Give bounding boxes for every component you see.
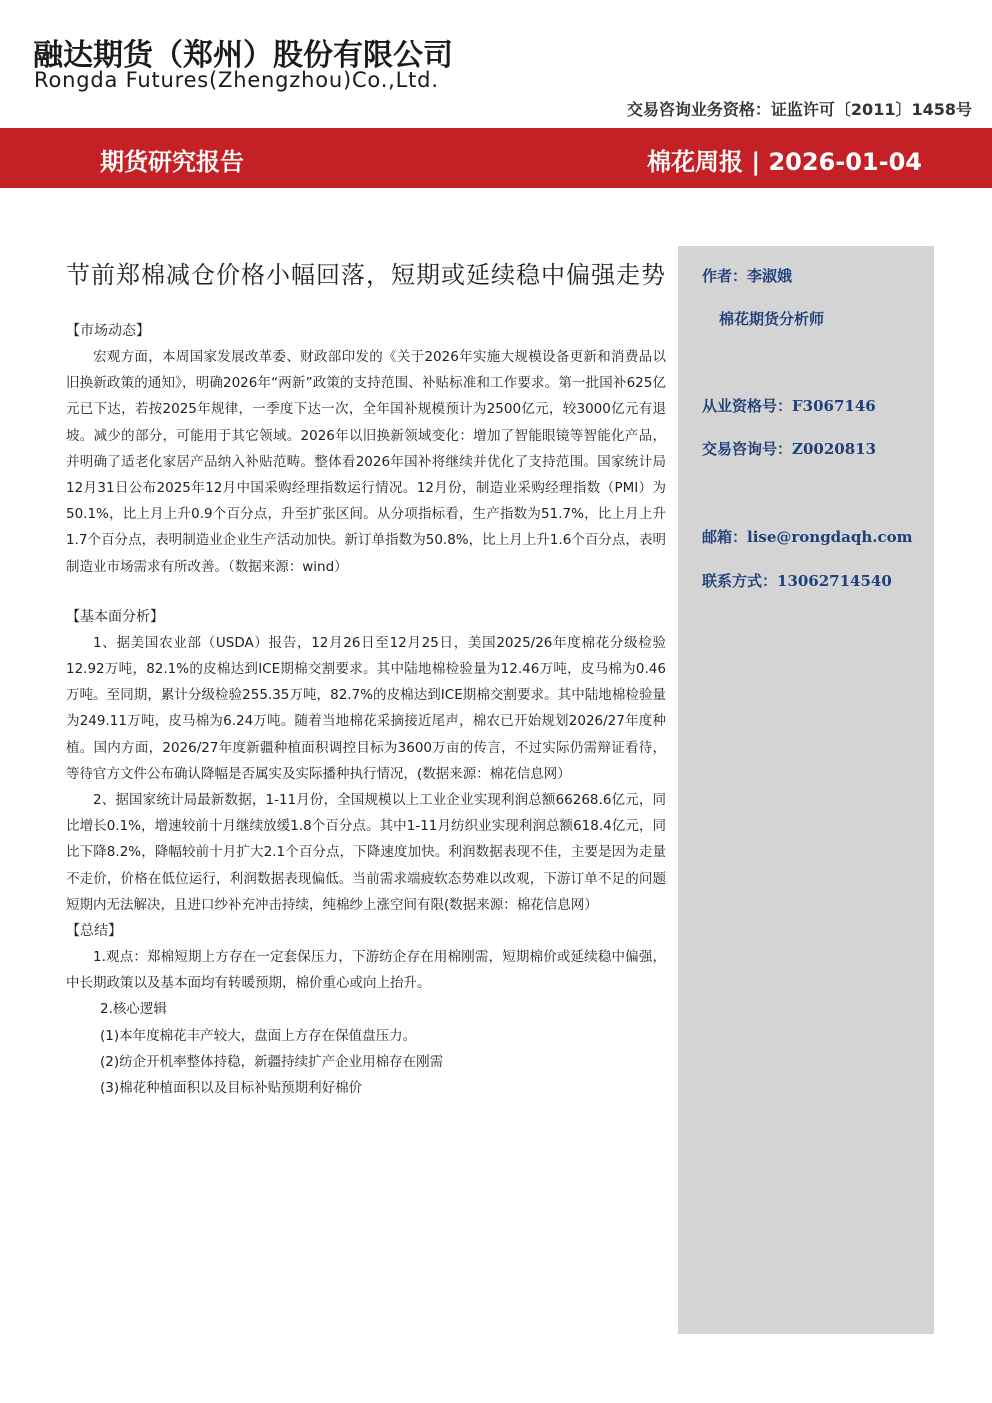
- author-sidebar: [678, 246, 934, 1334]
- summary-logic-heading: 2.核心逻辑: [100, 1001, 167, 1018]
- license-info: 交易咨询业务资格：证监许可〔2011〕1458号: [626, 100, 972, 119]
- summary-logic-2: (2)纺企开机率整体持稳，新疆持续扩产企业用棉存在刚需: [100, 1053, 444, 1070]
- summary-paragraph: 1.观点：郑棉短期上方存在一定套保压力，下游纺企存在用棉刚需，短期棉价或延续稳中偏强，中长期政策以及基本面均有转暖预期，棉价重心或向上抬升。: [66, 949, 666, 992]
- market-paragraph: 宏观方面，本周国家发展改革委、财政部印发的《关于2026年实施大规模设备更新和消费品以旧换新政策的通知》，明确2026年“两新”政策的支持范围、补贴标准和工作要求。第一批国补625亿元已下达，若按2025年规律，一季度下达一次，全年国补规模预计为2500亿元，较3000亿元有退坡。减少的部分，可能用于其它领域。2026年以旧换新领域变化：增加了智能眼镜等智能化产品，并明确了适老化家居产品纳入补贴范畴。整体看2026年国补将继续并优化了支持范围。国家统计局12月31日公布2025年12月中国采购经理指数运行情况。12月份，制造业采购经理指数（PMI）为50.1%，比上月上升0.9个百分点，升至扩张区间。从分项指标看，生产指数为51.7%，比上月上升1.7个百分点，表明制造业企业生产活动加快。新订单指数为50.8%，比上月上升1.6个百分点，表明制造业市场需求有所改善。（数据来源：wind）: [66, 349, 666, 575]
- fundamentals-paragraph-2: 2、据国家统计局最新数据，1-11月份，全国规模以上工业企业实现利润总额66268.6亿元，同比增长0.1%，增速较前十月继续放缓1.8个百分点。其中1-11月纺织业实现利润总额618.4亿元，同比下降8.2%，降幅较前十月扩大2.1个百分点，下降速度加快。利润数据表现不佳，主要是因为走量不走价，价格在低位运行，利润数据表现偏低。当前需求端疲软态势难以改观，下游订单不足的问题短期内无法解决，且进口纱补充冲击持续，纯棉纱上涨空间有限(数据来源：棉花信息网）: [66, 792, 666, 913]
- summary-logic-3: (3)棉花种植面积以及目标补贴预期利好棉价: [100, 1080, 363, 1097]
- report-type: 期货研究报告: [100, 148, 244, 176]
- summary-logic-1: (1)本年度棉花丰产较大，盘面上方存在保值盘压力。: [100, 1027, 417, 1044]
- author-name: 作者：李淑娥: [702, 267, 793, 285]
- report-issue: 棉花周报 | 2026-01-04: [647, 148, 922, 176]
- report-body: [66, 254, 666, 1101]
- phone: 联系方式：13062714540: [702, 572, 892, 590]
- qualification-number: 从业资格号：F3067146: [702, 397, 876, 415]
- company-name-en: Rongda Futures(Zhengzhou)Co.,Ltd.: [34, 68, 439, 92]
- report-banner: [0, 128, 992, 188]
- email: 邮箱：lise@rongdaqh.com: [702, 528, 913, 546]
- company-name-cn: 融达期货（郑州）股份有限公司: [33, 38, 453, 73]
- section-market: 【市场动态】: [66, 323, 150, 339]
- section-summary: 【总结】: [66, 923, 122, 940]
- report-title: 节前郑棉减仓价格小幅回落，短期或延续稳中偏强走势: [66, 261, 666, 289]
- consult-number: 交易咨询号：Z0020813: [702, 440, 877, 458]
- section-fundamentals: 【基本面分析】: [66, 608, 164, 625]
- fundamentals-paragraph-1: 1、据美国农业部（USDA）报告，12月26日至12月25日，美国2025/26年度棉花分级检验12.92万吨，82.1%的皮棉达到ICE期棉交割要求。其中陆地棉检验量为12.46万吨，皮马棉为0.46万吨。至同期，累计分级检验255.35万吨，82.7%的皮棉达到ICE期棉交割要求。其中陆地棉检验量为249.11万吨，皮马棉为6.24万吨。随着当地棉花采摘接近尾声，棉农已开始规划2026/27年度种植。国内方面，2026/27年度新疆种植面积调控目标为3600万亩的传言，不过实际仍需辩证看待，等待官方文件公布确认降幅是否属实及实际播种执行情况，(数据来源：棉花信息网）: [66, 634, 666, 782]
- author-role: 棉花期货分析师: [719, 310, 825, 328]
